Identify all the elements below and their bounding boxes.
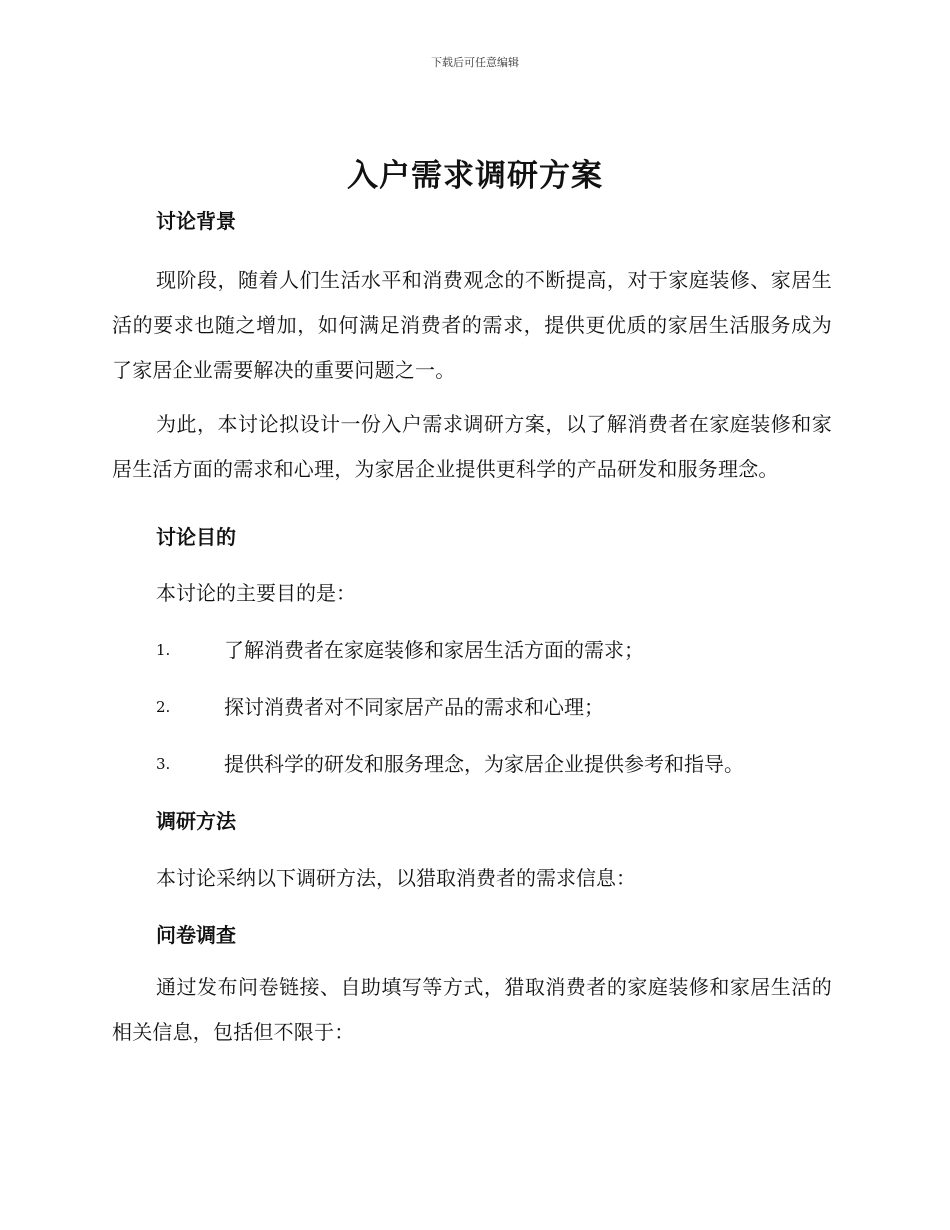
list-text: 探讨消费者对不同家居产品的需求和心理；	[224, 695, 604, 719]
purpose-intro: 本讨论的主要目的是：	[156, 581, 356, 605]
section-heading-method: 调研方法	[156, 809, 236, 833]
list-number: 1.	[156, 641, 171, 659]
list-text: 了解消费者在家庭装修和家居生活方面的需求；	[224, 638, 644, 662]
document-body	[112, 203, 832, 1055]
section-heading-purpose: 讨论目的	[156, 525, 236, 549]
purpose-list-item	[112, 689, 832, 725]
document-title: 入户需求调研方案	[347, 158, 603, 194]
purpose-list-item	[112, 746, 832, 782]
background-paragraph-2: 为此，本讨论拟设计一份入户需求调研方案，以了解消费者在家庭装修和家居生活方面的需求和心理，为家居企业提供更科学的产品研发和服务理念。	[112, 412, 832, 481]
list-text: 提供科学的研发和服务理念，为家居企业提供参考和指导。	[224, 752, 744, 776]
method-intro: 本讨论采纳以下调研方法，以猎取消费者的需求信息：	[156, 866, 636, 890]
section-heading-background: 讨论背景	[156, 209, 236, 233]
survey-paragraph: 通过发布问卷链接、自助填写等方式，猎取消费者的家庭装修和家居生活的相关信息，包括但不限于：	[112, 975, 832, 1044]
list-number: 3.	[156, 755, 171, 773]
purpose-list-item	[112, 632, 832, 668]
header-note: 下载后可任意编辑	[431, 56, 519, 69]
background-paragraph-1: 现阶段，随着人们生活水平和消费观念的不断提高，对于家庭装修、家居生活的要求也随之增加，如何满足消费者的需求，提供更优质的家居生活服务成为了家居企业需要解决的重要问题之一。	[112, 268, 832, 382]
list-number: 2.	[156, 698, 171, 716]
section-heading-survey: 问卷调查	[156, 923, 236, 947]
